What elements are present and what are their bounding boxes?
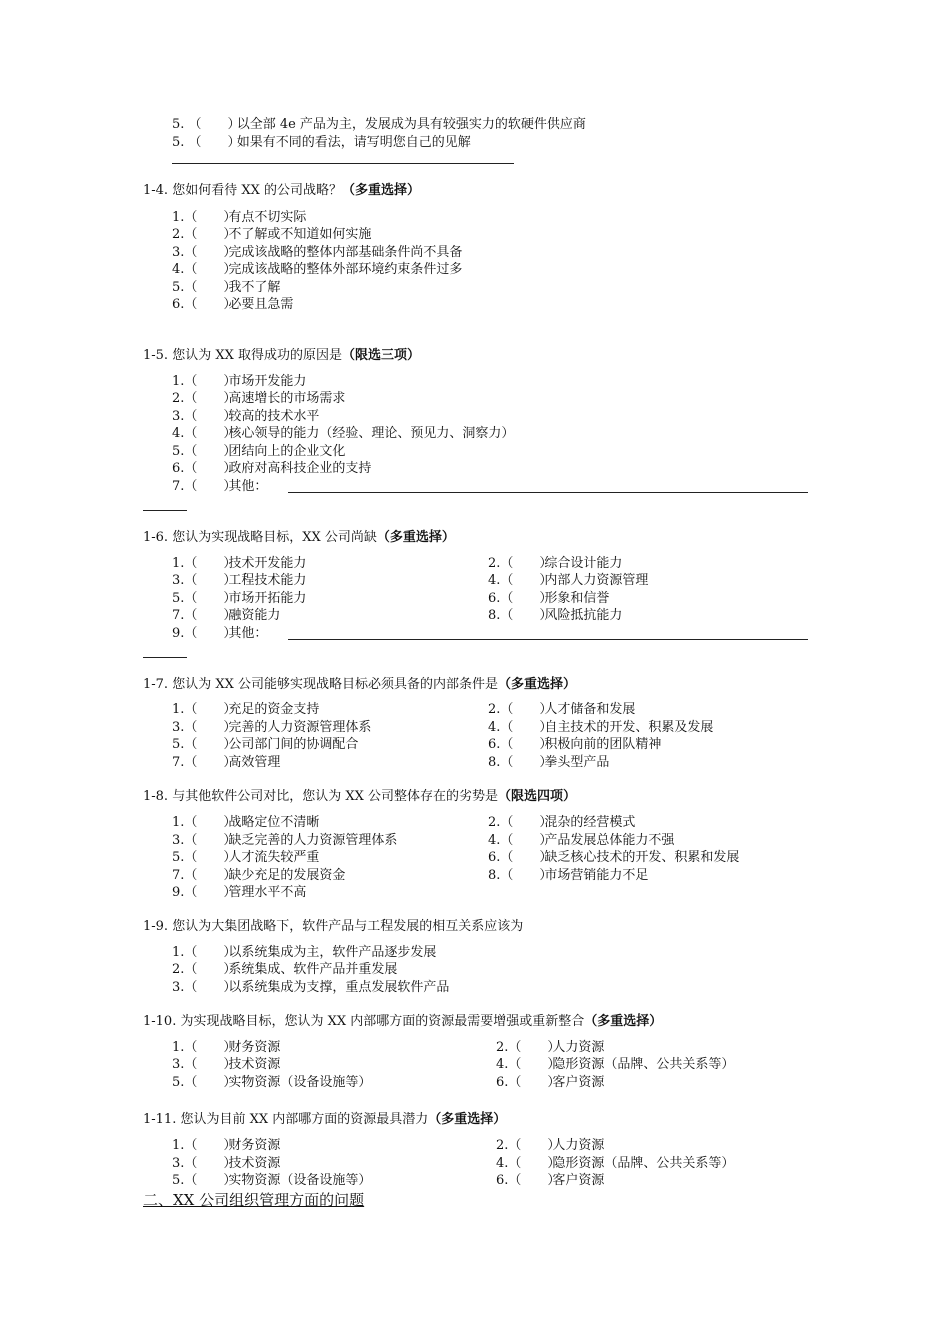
answer-blank[interactable]: （ ）: [188, 135, 241, 150]
answer-blank[interactable]: （ ）: [500, 702, 553, 717]
answer-blank[interactable]: （ ）: [184, 868, 237, 883]
list-item: 3.（ ）缺乏完善的人力资源管理体系 4.（ ）产品发展总体能力不强: [172, 833, 675, 848]
question-tag: （限选四项）: [497, 789, 576, 804]
list-item: 1.（ ）战略定位不清晰 2.（ ）混杂的经营模式: [172, 815, 636, 830]
answer-blank[interactable]: （ ）: [500, 720, 553, 735]
list-item: 5.（ ）人才流失较严重 6.（ ）缺乏核心技术的开发、积累和发展: [172, 850, 740, 865]
answer-blank[interactable]: （ ）: [184, 391, 237, 406]
answer-blank[interactable]: （ ）: [508, 1156, 561, 1171]
answer-blank[interactable]: （ ）: [184, 702, 237, 717]
answer-blank[interactable]: （ ）: [508, 1075, 561, 1090]
answer-blank[interactable]: （ ）: [508, 1138, 561, 1153]
answer-blank[interactable]: （ ）: [500, 833, 553, 848]
answer-blank[interactable]: （ ）: [184, 1173, 237, 1188]
answer-blank[interactable]: （ ）: [508, 1057, 561, 1072]
answer-blank[interactable]: （ ）: [184, 1040, 237, 1055]
list-item: 1.（ ）财务资源 2.（ ）人力资源: [172, 1040, 605, 1055]
write-in-line[interactable]: [288, 492, 808, 493]
list-item: 2.（ ）系统集成、软件产品并重发展: [172, 962, 398, 977]
answer-blank[interactable]: （ ）: [184, 591, 237, 606]
write-in-line[interactable]: [288, 639, 808, 640]
list-item: 1.（ ）市场开发能力: [172, 374, 307, 389]
question-tag: （多重选择）: [341, 183, 420, 198]
answer-blank[interactable]: （ ）: [184, 573, 237, 588]
list-item: 4.（ ）完成该战略的整体外部环境约束条件过多: [172, 262, 463, 277]
list-item: 4.（ ）核心领导的能力（经验、理论、预见力、洞察力）: [172, 426, 515, 441]
list-item: 7.（ ）融资能力 8.（ ）风险抵抗能力: [172, 608, 623, 623]
answer-blank[interactable]: （ ）: [500, 755, 553, 770]
answer-blank[interactable]: （ ）: [188, 117, 241, 132]
question-title: 1-5. 您认为 XX 取得成功的原因是（限选三项）: [143, 348, 420, 363]
option-number: 5.: [172, 117, 185, 132]
list-item: 1.（ ）财务资源 2.（ ）人力资源: [172, 1138, 605, 1153]
option-text: 以全部 4e 产品为主，发展成为具有较强实力的软硬件供应商: [236, 117, 586, 132]
answer-blank[interactable]: （ ）: [184, 461, 237, 476]
list-item: 9.（ ）其他：: [172, 626, 268, 641]
list-item: 1.（ ）充足的资金支持 2.（ ）人才储备和发展: [172, 702, 636, 717]
list-item: 5.（ ）实物资源（设备设施等） 6.（ ）客户资源: [172, 1075, 605, 1090]
write-in-line[interactable]: [143, 510, 187, 511]
list-item: 3.（ ）完善的人力资源管理体系 4.（ ）自主技术的开发、积累及发展: [172, 720, 714, 735]
answer-blank[interactable]: （ ）: [184, 720, 237, 735]
answer-blank[interactable]: （ ）: [184, 608, 237, 623]
answer-blank[interactable]: （ ）: [184, 245, 237, 260]
list-item: [0, 134, 950, 152]
list-item: 7.（ ）其他：: [172, 479, 268, 494]
answer-blank[interactable]: （ ）: [184, 1075, 237, 1090]
list-item: 2.（ ）高速增长的市场需求: [172, 391, 346, 406]
question-title: 1-8. 与其他软件公司对比，您认为 XX 公司整体存在的劣势是（限选四项）: [143, 789, 576, 804]
question-title: 1-9. 您认为大集团战略下，软件产品与工程发展的相互关系应该为: [143, 919, 524, 934]
answer-blank[interactable]: （ ）: [184, 444, 237, 459]
answer-blank[interactable]: （ ）: [500, 556, 553, 571]
question-title: 1-10. 为实现战略目标，您认为 XX 内部哪方面的资源最需要增强或重新整合（多重选择）: [143, 1014, 663, 1029]
answer-blank[interactable]: （ ）: [184, 980, 237, 995]
question-tag: （多重选择）: [428, 1112, 507, 1127]
answer-blank[interactable]: （ ）: [184, 280, 237, 295]
answer-blank[interactable]: （ ）: [184, 1138, 237, 1153]
answer-blank[interactable]: （ ）: [184, 374, 237, 389]
answer-blank[interactable]: （ ）: [184, 815, 237, 830]
answer-blank[interactable]: （ ）: [184, 833, 237, 848]
answer-blank[interactable]: （ ）: [500, 608, 553, 623]
list-item: 1.（ ）技术开发能力 2.（ ）综合设计能力: [172, 556, 623, 571]
answer-blank[interactable]: （ ）: [184, 409, 237, 424]
list-item: 5.（ ）市场开拓能力 6.（ ）形象和信誉: [172, 591, 610, 606]
answer-blank[interactable]: （ ）: [184, 755, 237, 770]
answer-blank[interactable]: （ ）: [500, 573, 553, 588]
list-item: 1.（ ）有点不切实际: [172, 210, 307, 225]
question-title: 1-11. 您认为目前 XX 内部哪方面的资源最具潜力（多重选择）: [143, 1112, 507, 1127]
answer-blank[interactable]: （ ）: [500, 868, 553, 883]
answer-blank[interactable]: （ ）: [508, 1173, 561, 1188]
question-tag: （多重选择）: [497, 677, 576, 692]
list-item: 6.（ ）政府对高科技企业的支持: [172, 461, 372, 476]
answer-blank[interactable]: （ ）: [184, 479, 237, 494]
answer-blank[interactable]: （ ）: [184, 850, 237, 865]
question-title: 1-7. 您认为 XX 公司能够实现战略目标必须具备的内部条件是（多重选择）: [143, 677, 576, 692]
list-item: 3.（ ）技术资源 4.（ ）隐形资源（品牌、公共关系等）: [172, 1156, 735, 1171]
answer-blank[interactable]: （ ）: [184, 962, 237, 977]
answer-blank[interactable]: （ ）: [184, 297, 237, 312]
list-item: 7.（ ）缺少充足的发展资金 8.（ ）市场营销能力不足: [172, 868, 649, 883]
answer-blank[interactable]: （ ）: [184, 1057, 237, 1072]
answer-blank[interactable]: （ ）: [184, 1156, 237, 1171]
list-item: 1.（ ）以系统集成为主，软件产品逐步发展: [172, 945, 437, 960]
answer-blank[interactable]: （ ）: [184, 210, 237, 225]
question-tag: （多重选择）: [376, 530, 455, 545]
list-item: 3.（ ）完成该战略的整体内部基础条件尚不具备: [172, 245, 463, 260]
answer-blank[interactable]: （ ）: [500, 737, 553, 752]
answer-blank[interactable]: （ ）: [500, 815, 553, 830]
answer-blank[interactable]: （ ）: [500, 591, 553, 606]
list-item: 5.（ ）实物资源（设备设施等） 6.（ ）客户资源: [172, 1173, 605, 1188]
answer-blank[interactable]: （ ）: [184, 556, 237, 571]
question-tag: （多重选择）: [584, 1014, 663, 1029]
answer-blank[interactable]: （ ）: [184, 626, 237, 641]
question-tag: （限选三项）: [341, 348, 420, 363]
answer-blank[interactable]: （ ）: [184, 426, 237, 441]
list-item: 3.（ ）技术资源 4.（ ）隐形资源（品牌、公共关系等）: [172, 1057, 735, 1072]
list-item: 9.（ ）管理水平不高: [172, 885, 307, 900]
write-in-line[interactable]: [172, 163, 514, 164]
answer-blank[interactable]: （ ）: [500, 850, 553, 865]
list-item: 5.（ ）团结向上的企业文化: [172, 444, 346, 459]
list-item: 3.（ ）较高的技术水平: [172, 409, 320, 424]
answer-blank[interactable]: （ ）: [184, 885, 237, 900]
list-item: 5.（ ）我不了解: [172, 280, 281, 295]
list-item: 6.（ ）必要且急需: [172, 297, 294, 312]
list-item: 5.（ ）公司部门间的协调配合 6.（ ）积极向前的团队精神: [172, 737, 662, 752]
question-title: 1-4. 您如何看待 XX 的公司战略？（多重选择）: [143, 183, 420, 198]
question-title: 1-6. 您认为实现战略目标，XX 公司尚缺（多重选择）: [143, 530, 455, 545]
answer-blank[interactable]: （ ）: [508, 1040, 561, 1055]
list-item: 3.（ ）以系统集成为支撑，重点发展软件产品: [172, 980, 450, 995]
write-in-line[interactable]: [143, 657, 187, 658]
section-heading: 二、XX 公司组织管理方面的问题: [143, 1191, 365, 1209]
list-item: 2.（ ）不了解或不知道如何实施: [172, 227, 372, 242]
answer-blank[interactable]: （ ）: [184, 227, 237, 242]
answer-blank[interactable]: （ ）: [184, 737, 237, 752]
list-item: 3.（ ）工程技术能力 4.（ ）内部人力资源管理: [172, 573, 649, 588]
answer-blank[interactable]: （ ）: [184, 945, 237, 960]
list-item: 7.（ ）高效管理 8.（ ）拳头型产品: [172, 755, 610, 770]
option-text: 如果有不同的看法，请写明您自己的见解: [236, 135, 471, 150]
list-item: [0, 116, 950, 134]
answer-blank[interactable]: （ ）: [184, 262, 237, 277]
option-number: 5.: [172, 135, 185, 150]
